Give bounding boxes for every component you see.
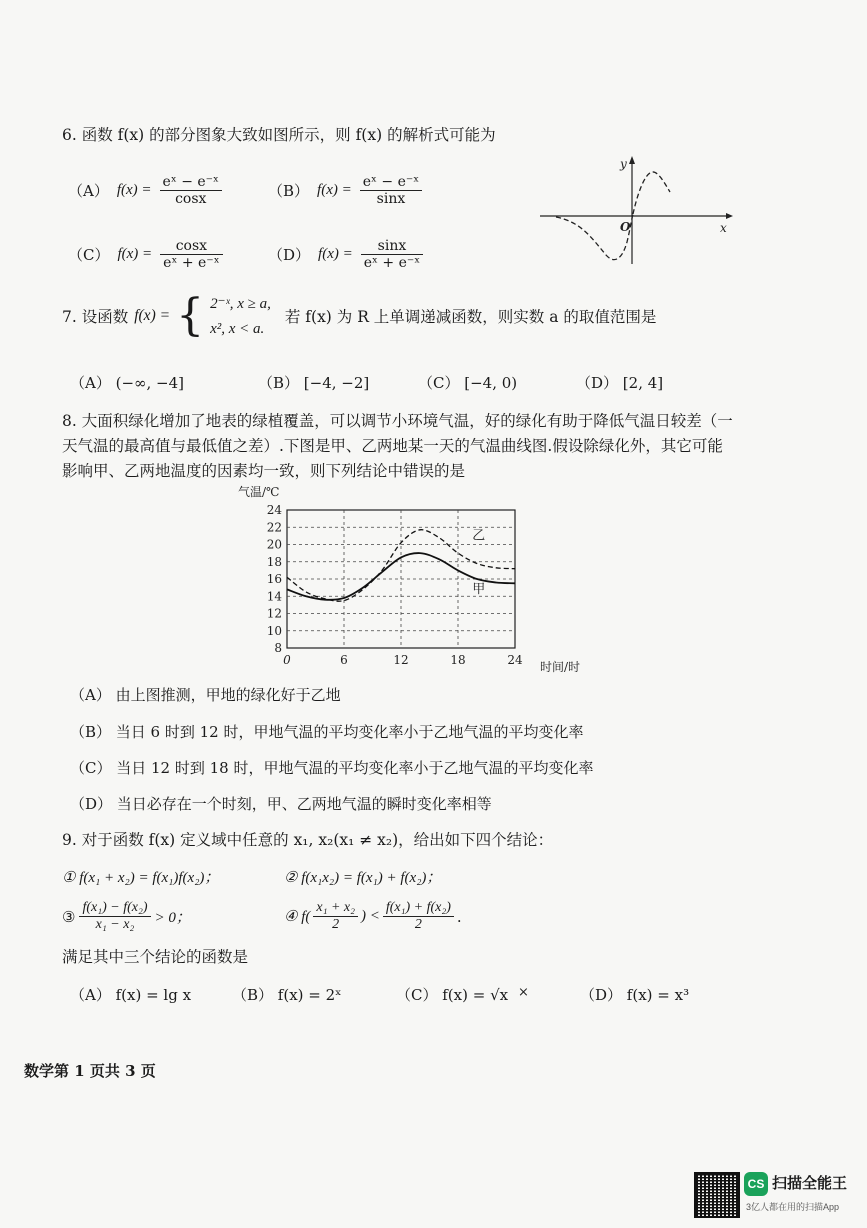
x-tick-label: 6 (340, 653, 348, 667)
q8-option-b: （B） 当日 6 时到 12 时，甲地气温的平均变化率小于乙地气温的平均变化率 (70, 723, 584, 741)
y-tick-label: 24 (266, 503, 282, 517)
y-axis-label: y (620, 157, 627, 171)
option-label: （A） (68, 182, 109, 200)
q7-option-c: （C） [−4, 0) (418, 374, 518, 392)
x-axis-arrow (726, 213, 733, 219)
denominator: 2 (414, 917, 422, 932)
conclusion-label: ③ (62, 907, 76, 926)
conclusion-tail: . (456, 907, 462, 926)
watermark-brand: 扫描全能王 (772, 1175, 848, 1192)
q6-option-c (68, 238, 223, 271)
denominator: eˣ + e⁻ˣ (163, 255, 220, 271)
q7-option-a: （A） (−∞, −4] (70, 374, 185, 392)
option-lhs: f(x) = (117, 246, 153, 262)
q9-option-d: （D） f(x) = x³ (580, 986, 690, 1004)
q9-conclusion-2: ② f(x₁x₂) = f(x₁) + f(x₂)； (284, 870, 442, 886)
option-lhs: f(x) = (318, 246, 353, 262)
origin-label: O (620, 220, 631, 234)
x-axis-label: x (720, 221, 727, 235)
denominator: 2 (332, 917, 340, 932)
x-tick-label: 18 (450, 653, 466, 667)
watermark-tagline: 3亿人都在用的扫描App (746, 1202, 840, 1212)
q9-conclusion-3 (62, 900, 191, 933)
piecewise-cases (210, 294, 271, 338)
q9-stem: 9. 对于函数 f(x) 定义域中任意的 x₁, x₂(x₁ ≠ x₂)，给出如下四个结论： (62, 831, 554, 849)
case-1: 2⁻ˣ, x ≥ a, (210, 296, 271, 312)
q7-lhs: f(x) = (134, 307, 171, 324)
q6-option-b (268, 174, 422, 207)
q8-option-c: （C） 当日 12 时到 18 时，甲地气温的平均变化率小于乙地气温的平均变化率 (70, 759, 594, 777)
x-tick-label: 24 (507, 653, 523, 667)
q9-option-c: （C） f(x) = √x (396, 986, 509, 1004)
q8-option-a: （A） 由上图推测，甲地的绿化好于乙地 (70, 686, 341, 704)
denominator: x₁ − x₂ (95, 917, 135, 932)
x-tick-label: 12 (393, 653, 409, 667)
fraction (160, 238, 222, 271)
fraction-right (383, 900, 454, 933)
page-footer: 数学第 1 页共 3 页 (24, 1062, 156, 1080)
option-label: （D） (268, 246, 311, 264)
q6-option-d (268, 238, 423, 271)
q8-stem-line-2: 天气温的最高值与最低值之差）.下图是甲、乙两地某一天的气温曲线图.假设除绿化外，其它可能 (62, 437, 723, 455)
y-tick-label: 14 (266, 589, 282, 604)
q6-stem: 6. 函数 f(x) 的部分图象大致如图所示，则 f(x) 的解析式可能为 (62, 126, 496, 144)
numerator: f(x₁) − f(x₂) (79, 900, 150, 917)
denominator: eˣ + e⁻ˣ (363, 255, 421, 271)
series-yi-label: 乙 (472, 528, 486, 544)
y-axis-title: 气温/℃ (238, 485, 280, 499)
y-tick-label: 22 (266, 520, 282, 535)
q7-option-b: （B） [−4, −2] (258, 374, 370, 392)
q7-option-d: （D） [2, 4] (576, 374, 664, 392)
y-tick-label: 10 (266, 623, 282, 638)
inequality-mid: ) < (360, 908, 380, 924)
q6-option-a (68, 174, 222, 207)
q8-option-d: （D） 当日必存在一个时刻，甲、乙两地气温的瞬时变化率相等 (70, 795, 492, 813)
option-label: （B） (268, 182, 310, 200)
curve-right (633, 172, 670, 214)
fraction (79, 900, 150, 933)
fraction (361, 238, 423, 271)
x-tick-label: 0 (283, 653, 291, 667)
q9-option-b: （B） f(x) = 2ˣ (232, 986, 342, 1004)
numerator: eˣ − e⁻ˣ (160, 174, 222, 191)
y-tick-label: 12 (266, 606, 282, 621)
q7-stem (62, 290, 657, 341)
denominator: sinx (376, 191, 406, 207)
option-label: （C） (68, 246, 110, 264)
numerator: eˣ − e⁻ˣ (360, 174, 422, 191)
handwritten-cross-mark: × (518, 985, 529, 1000)
denominator: cosx (175, 191, 207, 207)
q9-conclusion-4 (284, 900, 462, 933)
q8-stem-line-3: 影响甲、乙两地温度的因素均一致，则下列结论中错误的是 (62, 462, 466, 480)
y-axis-arrow (629, 156, 635, 164)
q9-option-a: （A） f(x) = lg x (70, 986, 192, 1004)
q6-function-graph (536, 152, 736, 272)
x-axis-title: 时间/时 (540, 660, 581, 674)
numerator: f(x₁) + f(x₂) (383, 900, 454, 917)
y-tick-label: 8 (274, 641, 282, 655)
case-2: x², x < a. (210, 321, 265, 337)
q8-stem-line-1: 8. 大面积绿化增加了地表的绿植覆盖，可以调节小环境气温，好的绿化有助于降低气温日较差（一 (62, 412, 733, 430)
series-jia-label: 甲 (472, 581, 486, 597)
y-tick-label: 16 (266, 572, 282, 586)
camscanner-logo-icon: CS (744, 1172, 768, 1196)
option-lhs: f(x) = (116, 182, 152, 198)
y-tick-label: 18 (266, 554, 282, 569)
conclusion-tail: > 0； (154, 910, 191, 926)
numerator: cosx (160, 238, 222, 255)
fraction-left (313, 900, 358, 933)
q9-conclusion-1: ① f(x₁ + x₂) = f(x₁)f(x₂)； (62, 870, 220, 886)
qr-code (694, 1172, 740, 1218)
y-tick-label: 20 (266, 537, 282, 552)
q7-suffix: 若 f(x) 为 R 上单调递减函数，则实数 a 的取值范围是 (284, 308, 657, 326)
fraction (160, 174, 222, 207)
numerator: sinx (361, 238, 423, 255)
q9-summary: 满足其中三个结论的函数是 (62, 948, 249, 966)
option-lhs: f(x) = (317, 182, 352, 198)
conclusion-label: ④ f( (284, 909, 311, 925)
fraction (360, 174, 422, 207)
left-brace: { (176, 290, 205, 341)
temperature-chart (230, 480, 600, 680)
numerator: x₁ + x₂ (313, 900, 358, 917)
q7-prefix: 7. 设函数 (62, 308, 129, 326)
